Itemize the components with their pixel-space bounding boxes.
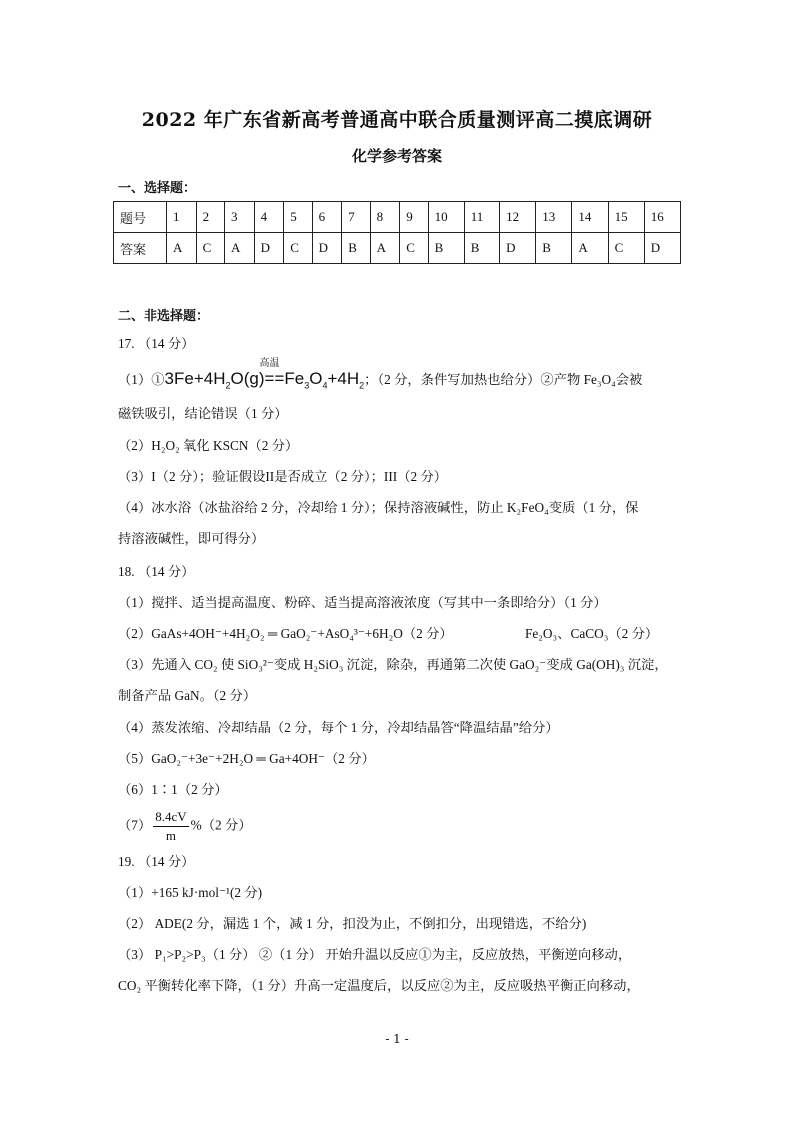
table-cell: B (342, 233, 370, 264)
table-cell: A (224, 233, 254, 264)
q18-line-7: （6）1∶1（2 分） (118, 782, 228, 797)
table-cell: 11 (464, 202, 499, 233)
answer-table (113, 201, 681, 264)
table-cell: 2 (196, 202, 224, 233)
q18-line-8-prefix: （7） (118, 817, 152, 833)
q17-line-1-note: ；（2 分，条件写加热也给分）②产物 Fe₃O₄会被 (364, 372, 643, 387)
q18-line-3: （3）先通入 CO₂ 使 SiO₃²⁻变成 H₂SiO₃ 沉淀，除杂，再通第二次使 GaO₂⁻变成 Ga(OH)₃ 沉淀， (118, 657, 668, 672)
table-cell: C (196, 233, 224, 264)
table-cell: C (400, 233, 428, 264)
q18-line-8-suffix: %（2 分） (190, 817, 252, 833)
section-nonchoice-heading: 二、非选择题： (118, 309, 210, 324)
q18-line-2b: Fe₂O₃、CaCO₃（2 分） (525, 626, 659, 641)
table-cell: 1 (167, 202, 197, 233)
table-cell: 8 (370, 202, 400, 233)
table-cell: D (312, 233, 342, 264)
q19-line-4: CO₂ 平衡转化率下降，（1 分）升高一定温度后，以反应②为主，反应吸热平衡正向移动， (118, 978, 640, 993)
q18-line-8 (118, 808, 252, 845)
row-label-answer: 答案 (114, 233, 167, 264)
table-cell: D (254, 233, 284, 264)
table-cell: 5 (284, 202, 312, 233)
q17-line-6: 持溶液碱性，即可得分） (118, 531, 265, 546)
q17-heading: 17. （14 分） (118, 336, 195, 351)
q19-line-3: （3） P₁>P₂>P₃（1 分） ②（1 分） 开始升温以反应①为主，反应放热，平衡逆向移动， (118, 947, 632, 962)
table-cell: 14 (572, 202, 608, 233)
table-cell: 3 (224, 202, 254, 233)
table-cell: C (608, 233, 644, 264)
table-cell: 6 (312, 202, 342, 233)
fraction-numerator: 8.4cV (153, 808, 188, 827)
q18-line-5: （4）蒸发浓缩、冷却结晶（2 分，每个 1 分，冷却结晶答“降温结晶”给分） (118, 720, 559, 735)
table-cell: 10 (428, 202, 464, 233)
q19-heading: 19. （14 分） (118, 854, 195, 869)
table-row-answers (114, 233, 681, 264)
table-cell: B (464, 233, 499, 264)
q18-line-2a: （2）GaAs+4OH⁻+4H₂O₂ ═ GaO₂⁻+AsO₄³⁻+6H₂O（2 分） (118, 626, 453, 641)
section-choice-heading: 一、选择题： (118, 181, 197, 196)
equation-part: O (309, 369, 323, 388)
table-cell: A (167, 233, 197, 264)
table-cell: D (644, 233, 680, 264)
equation-part: O(g)==Fe (230, 369, 305, 388)
table-cell: B (428, 233, 464, 264)
fraction-denominator: m (165, 828, 177, 843)
page-title: 2022 年广东省新高考普通高中联合质量测评高二摸底调研 (141, 109, 653, 131)
table-cell: 12 (500, 202, 536, 233)
table-cell: 9 (400, 202, 428, 233)
q18-line-4: 制备产品 GaN。（2 分） (118, 688, 257, 703)
table-cell: A (572, 233, 608, 264)
q17-line-3: （2）H₂O₂ 氧化 KSCN（2 分） (118, 438, 299, 453)
page-subtitle: 化学参考答案 (351, 147, 442, 165)
q19-line-1: （1）+165 kJ·mol⁻¹(2 分) (118, 885, 263, 900)
q17-line-5: （4）冰水浴（冰盐浴给 2 分，冷却给 1 分）；保持溶液碱性，防止 K₂FeO₄变质（1 分，保 (118, 500, 639, 515)
table-cell: A (370, 233, 400, 264)
page-number: - 1 - (385, 1032, 409, 1046)
concentration-fraction (153, 808, 188, 845)
table-cell: D (500, 233, 536, 264)
table-row-numbers (114, 202, 681, 233)
table-cell: B (536, 233, 572, 264)
table-cell: 16 (644, 202, 680, 233)
table-cell: 7 (342, 202, 370, 233)
table-cell: 15 (608, 202, 644, 233)
q17-line-1 (118, 358, 643, 394)
row-label-number: 题号 (114, 202, 167, 233)
q17-line-4: （3）I（2 分）；验证假设II是否成立（2 分）；III（2 分） (118, 469, 448, 484)
equation-part: 3Fe+4H (164, 369, 226, 388)
q17-line-1-prefix: （1）① (118, 372, 165, 387)
fe-water-equation: 高温 $3Fe+4H_2O(g)==Fe_3O_4+4H_2$ (165, 369, 365, 388)
table-cell: 13 (536, 202, 572, 233)
table-cell: C (284, 233, 312, 264)
q18-heading: 18. （14 分） (118, 564, 195, 579)
table-cell: 4 (254, 202, 284, 233)
q17-line-2: 磁铁吸引，结论错误（1 分） (118, 406, 288, 421)
equation-part: +4H (327, 369, 360, 388)
equation-condition: 高温 (259, 358, 280, 369)
q18-line-6: （5）GaO₂⁻+3e⁻+2H₂O ═ Ga+4OH⁻（2 分） (118, 751, 375, 766)
q18-line-1: （1）搅拌、适当提高温度、粉碎、适当提高溶液浓度（写其中一条即给分）（1 分） (118, 595, 607, 610)
q19-line-2: （2） ADE(2 分，漏选 1 个，减 1 分，扣没为止，不倒扣分，出现错选，不给分) (118, 916, 587, 931)
